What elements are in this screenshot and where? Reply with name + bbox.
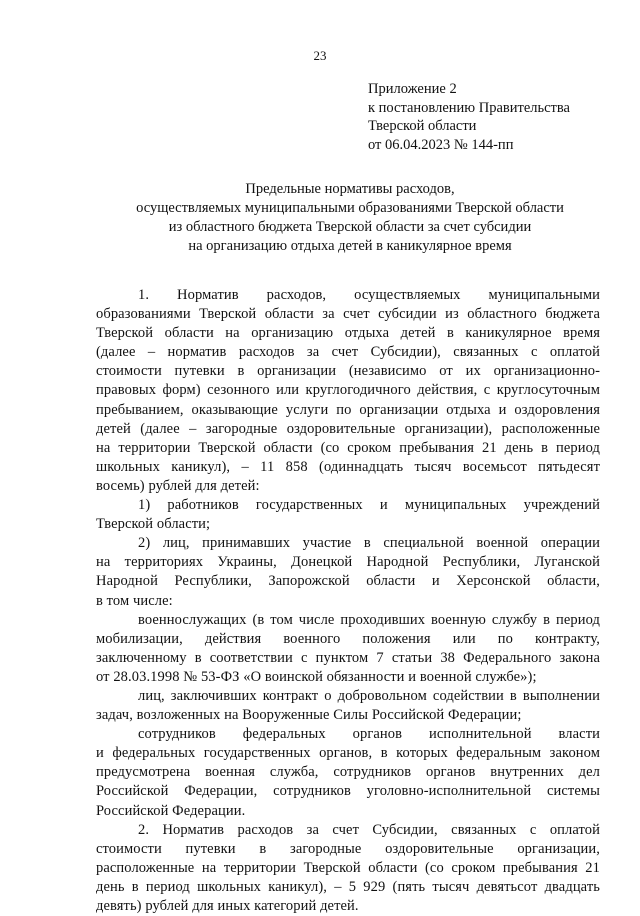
text-line: расположенные на территории Тверской области (со сроком пребывания 21 [96, 859, 600, 876]
title-line: осуществляемых муниципальными образованиями Тверской области [136, 200, 564, 216]
text-line: детей (далее – загородные оздоровительные организации), расположенные [96, 420, 600, 437]
text-line: лиц, заключивших контракт о добровольном содействии в выполнении [138, 687, 600, 704]
text-line: заключенному в соответствии с пунктом 7 статьи 38 Федерального закона [96, 649, 600, 666]
text-line: мобилизации, действия военного положения или по контракту, [96, 630, 600, 647]
text-line: на территории Тверской области (со сроком пребывания 21 день в период [96, 439, 600, 456]
paragraph-6 [96, 725, 600, 820]
text-line: 2) лиц, принимавших участие в специальной военной операции [138, 535, 600, 552]
text-line: Тверской области на организацию отдыха детей в каникулярное время [96, 325, 600, 342]
appendix-line: Тверской области [368, 118, 477, 134]
paragraph-2 [96, 496, 600, 534]
title-line: Предельные нормативы расходов, [245, 181, 455, 197]
appendix-line: к постановлению Правительства [368, 99, 570, 116]
text-line: Народной Республики, Запорожской области и Херсонской области, [96, 573, 600, 590]
document-title [100, 180, 600, 256]
text-line: правовых форм) сезонного или круглогодичного действия, с круглосуточным [96, 382, 600, 399]
text-line: девять) рублей для иных категорий детей. [96, 898, 359, 914]
text-line: (далее – норматив расходов за счет Субсидии), связанных с оплатой [96, 344, 600, 361]
text-line: Российской Федерации, сотрудников уголовно-исполнительной системы [96, 783, 600, 800]
title-line: из областного бюджета Тверской области за счет субсидии [168, 219, 532, 235]
paragraph-1 [96, 286, 600, 496]
text-line: восемь) рублей для детей: [96, 477, 260, 494]
text-line: Российской Федерации. [96, 802, 246, 819]
title-line: на организацию отдыха детей в каникулярное время [188, 238, 512, 254]
text-line: 1) работников государственных и муниципальных учреждений [138, 497, 600, 514]
paragraph-7 [96, 821, 600, 916]
text-line: день в период школьных каникул), – 5 929 (пять тысяч девятьсот двадцать [96, 878, 600, 895]
text-line: от 28.03.1998 № 53-ФЗ «О воинской обязанности и военной службе»); [96, 668, 537, 685]
paragraph-4 [96, 611, 600, 687]
appendix-block [368, 80, 570, 154]
text-line: предусмотрена военная служба, сотрудников органов внутренних дел [96, 764, 600, 781]
page-number: 23 [313, 48, 327, 63]
text-line: школьных каникул), – 11 858 (одиннадцать тысяч восемьсот пятьдесят [96, 458, 600, 475]
text-line: образованиями Тверской области за счет субсидии из областного бюджета [96, 306, 600, 323]
text-line: задач, возложенных на Вооруженные Силы Российской Федерации; [96, 707, 522, 724]
text-line: 1. Норматив расходов, осуществляемых муниципальными [138, 287, 600, 303]
text-line: на территориях Украины, Донецкой Народной Республики, Луганской [96, 554, 600, 571]
text-line: стоимости путевки в организации (независимо от их организационно- [96, 363, 600, 380]
document-body [96, 286, 600, 916]
text-line: сотрудников федеральных органов исполнительной власти [138, 726, 600, 743]
text-line: Тверской области; [96, 516, 211, 533]
text-line: военнослужащих (в том числе проходивших военную службу в период [138, 611, 600, 628]
text-line: в том числе: [96, 592, 173, 609]
text-line: и федеральных государственных органов, в которых федеральным законом [96, 745, 600, 762]
text-line: пребыванием, оказывающие услуги по организации отдыха и оздоровления [96, 401, 600, 418]
text-line: 2. Норматив расходов за счет Субсидии, связанных с оплатой [138, 821, 600, 838]
paragraph-3 [96, 534, 600, 610]
text-line: стоимости путевки в загородные оздоровительные организации, [96, 840, 600, 857]
appendix-line: Приложение 2 [368, 81, 457, 97]
appendix-line: от 06.04.2023 № 144-пп [368, 136, 514, 153]
paragraph-5 [96, 687, 600, 725]
